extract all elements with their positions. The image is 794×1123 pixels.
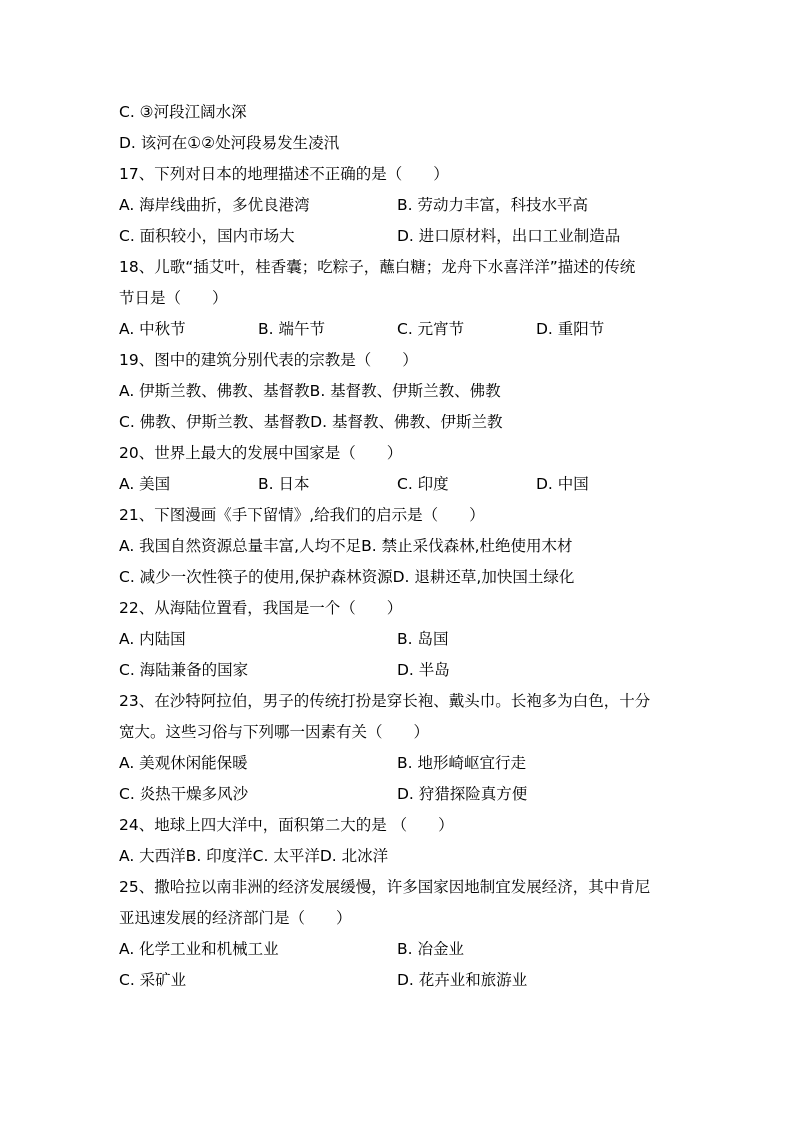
option-row xyxy=(119,655,679,686)
text-line: D. 该河在①②处河段易发生凌汛 xyxy=(119,134,340,152)
answer-option: A. 内陆国 xyxy=(119,630,186,648)
answer-option: A. 美观休闲能保暖 xyxy=(119,754,248,772)
answer-option: D. 狩猎探险真方便 xyxy=(397,785,528,803)
answer-option: A. 中秋节 xyxy=(119,320,186,338)
text-line: C. 佛教、伊斯兰教、基督教D. 基督教、佛教、伊斯兰教 xyxy=(119,413,503,431)
answer-option: D. 花卉业和旅游业 xyxy=(397,971,528,989)
option-row xyxy=(119,779,679,810)
text-line: 21、下图漫画《手下留情》,给我们的启示是（ ） xyxy=(119,506,485,524)
answer-option: A. 化学工业和机械工业 xyxy=(119,940,279,958)
text-line: 23、在沙特阿拉伯，男子的传统打扮是穿长袍、戴头巾。长袍多为白色，十分 xyxy=(119,692,651,710)
answer-option: A. 海岸线曲折，多优良港湾 xyxy=(119,196,310,214)
answer-option: D. 重阳节 xyxy=(536,320,605,338)
answer-option: B. 端午节 xyxy=(258,320,325,338)
answer-option: D. 进口原材料，出口工业制造品 xyxy=(397,227,621,245)
answer-option: B. 日本 xyxy=(258,475,310,493)
text-line: 亚迅速发展的经济部门是（ ） xyxy=(119,909,352,927)
text-line: A. 我国自然资源总量丰富,人均不足B. 禁止采伐森林,杜绝使用木材 xyxy=(119,537,573,555)
exam-page xyxy=(119,97,679,996)
answer-option: C. 炎热干燥多风沙 xyxy=(119,785,249,803)
answer-option: C. 采矿业 xyxy=(119,971,187,989)
text-line: 22、从海陆位置看，我国是一个（ ） xyxy=(119,599,403,617)
option-row xyxy=(119,965,679,996)
option-row xyxy=(119,314,679,345)
answer-option: C. 面积较小，国内市场大 xyxy=(119,227,295,245)
text-line: 20、世界上最大的发展中国家是（ ） xyxy=(119,444,403,462)
answer-option: B. 岛国 xyxy=(397,630,449,648)
option-row xyxy=(119,624,679,655)
answer-option: C. 海陆兼备的国家 xyxy=(119,661,249,679)
answer-option: B. 冶金业 xyxy=(397,940,464,958)
text-line: C. ③河段江阔水深 xyxy=(119,103,247,121)
option-row xyxy=(119,469,679,500)
option-row xyxy=(119,748,679,779)
answer-option: B. 劳动力丰富，科技水平高 xyxy=(397,196,588,214)
text-line: 24、地球上四大洋中，面积第二大的是 （ ） xyxy=(119,816,454,834)
text-line: A. 大西洋B. 印度洋C. 太平洋D. 北冰洋 xyxy=(119,847,389,865)
text-line: A. 伊斯兰教、佛教、基督教B. 基督教、伊斯兰教、佛教 xyxy=(119,382,501,400)
answer-option: D. 中国 xyxy=(536,475,589,493)
answer-option: B. 地形崎岖宜行走 xyxy=(397,754,526,772)
text-line: 19、图中的建筑分别代表的宗教是（ ） xyxy=(119,351,418,369)
text-line: 节日是（ ） xyxy=(119,289,228,307)
option-row xyxy=(119,934,679,965)
answer-option: D. 半岛 xyxy=(397,661,450,679)
text-line: 18、儿歌“插艾叶，桂香囊；吃粽子，蘸白糖；龙舟下水喜洋洋”描述的传统 xyxy=(119,258,636,276)
option-row xyxy=(119,190,679,221)
answer-option: A. 美国 xyxy=(119,475,171,493)
text-line: 17、下列对日本的地理描述不正确的是（ ） xyxy=(119,165,449,183)
option-row xyxy=(119,221,679,252)
answer-option: C. 印度 xyxy=(397,475,449,493)
text-line: 宽大。这些习俗与下列哪一因素有关（ ） xyxy=(119,723,430,741)
answer-option: C. 元宵节 xyxy=(397,320,465,338)
text-line: C. 减少一次性筷子的使用,保护森林资源D. 退耕还草,加快国土绿化 xyxy=(119,568,575,586)
text-line: 25、撒哈拉以南非洲的经济发展缓慢，许多国家因地制宜发展经济，其中肯尼 xyxy=(119,878,651,896)
